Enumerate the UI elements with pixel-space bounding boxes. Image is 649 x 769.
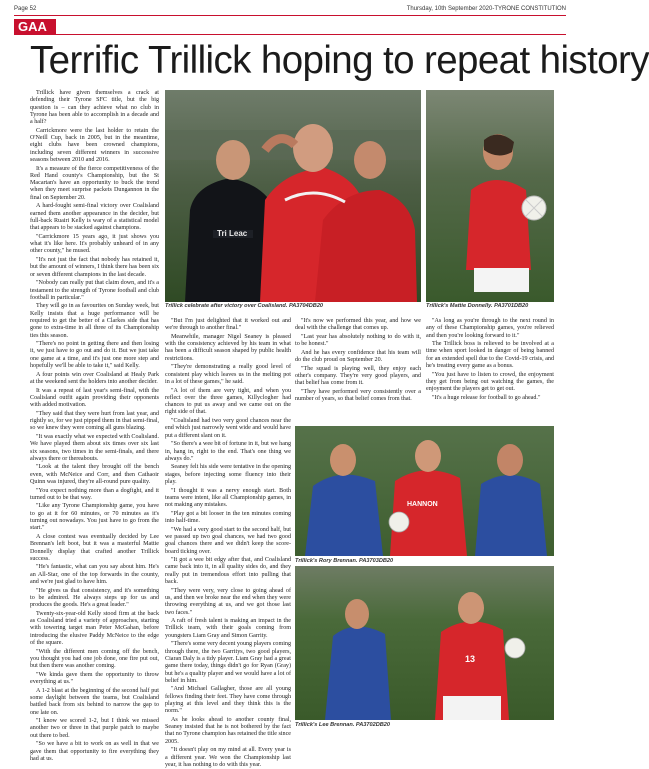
article-paragraph: "We kinda gave them the opportunity to throw everything at us." <box>30 671 159 686</box>
lee-shirt-number: 13 <box>465 654 476 664</box>
article-paragraph: "There's some very decent young players coming through there, the two Garritys, two good players, Ciaran Daly is a tidy player. Liam Gray had a great game there today, things didn't go for Ryan (Gray) but he's a quality player and we would have a lot of belief in him. <box>165 641 292 684</box>
article-paragraph: Twenty-six-year-old Kelly stood firm at the back as Coalisland tried a variety of approaches, starting with towering target man Peter McGahan, before introducing the elusive Paddy McNeice to the edge of the square. <box>30 610 159 647</box>
article-column-2 <box>165 318 292 768</box>
article-paragraph: "So there's a wee bit of fortune in it, but we hang in, hang in, right to the end. That's one thing we always do." <box>165 441 291 462</box>
article-paragraph: Carrickmore were the last holder to retain the O'Neill Cup, back in 2005, but in the meantime, eight clubs have been crowned champions, including seven different winners in successive seasons between 2010 and 2016. <box>30 127 159 163</box>
article-column-3 <box>295 318 421 424</box>
article-paragraph: Trillick have given themselves a crack at defending their Tyrone SFC title, but the big question is – can they achieve what no club in Tyrone has been able to accomplish in a decade and a half? <box>30 90 159 126</box>
article-paragraph: As he looks ahead to another county final, Seaney insisted that he is not bothered by the fact that no Tyrone champion has retained the title since 2005. <box>165 716 291 745</box>
header-rule <box>14 15 566 16</box>
page-number: Page 52 <box>14 6 37 12</box>
article-paragraph: "But I'm just delighted that it worked out and we're through to another final." <box>165 318 291 332</box>
article-paragraph: "You just have to listen to crowd, the enjoyment they get from being out watching the games, the enjoyment the players get to get out. <box>426 371 554 393</box>
article-paragraph: "And Michael Gallagher, those are all young fellows finding their feet. They have come through playing at this level and they think this is the norm." <box>165 686 291 715</box>
dateline: Thursday, 10th September 2020-TYRONE CONSTITUTION <box>406 6 566 12</box>
celebration-image <box>165 90 421 302</box>
article-paragraph: "The squad is playing well, they enjoy each other's company. They're very good players, and that belief has come from it. <box>295 365 421 387</box>
article-paragraph: "He's fantastic, what can you say about him. He's an All-Star, one of the top forwards in the county, and we're just glad to have him. <box>30 564 159 586</box>
article-paragraph: "As long as you're through to the next round in any of these Championship games, you're relieved and then you're looking forward to it." <box>426 318 554 339</box>
article-paragraph: "Last year has absolutely nothing to do with it, to be honest." <box>295 333 421 348</box>
article-paragraph: "With the different men coming off the bench, you thought you had one job done, one fire put out, but then there was another coming. <box>30 648 159 670</box>
article-column-4 <box>426 318 554 412</box>
headline: Terrific Trillick hoping to repeat history <box>30 39 649 82</box>
article-paragraph: "It was exactly what we expected with Coalisland. We have played them about six times over six last six seasons, two times in the semi-finals, and there always there or thereabouts. <box>30 433 159 462</box>
article-paragraph: Seaney felt his side were tentative in the opening stages, before injecting some fluency into their play. <box>165 464 291 486</box>
article-paragraph: Meanwhile, manager Nigel Seaney is pleased with the consistency achieved by his team in what has been a difficult season shaped by public health restrictions. <box>165 333 291 362</box>
article-paragraph: "They said that they were hurt from last year, and rightly so, for we just pipped them in that semi-final, so we knew they were coming all guns blazing. <box>30 410 159 432</box>
caption-celebration: Trillick celebrate after victory over Coalisland. PA3704DB20 <box>165 303 324 309</box>
article-paragraph: The Trillick boss is relieved to be involved at a time when sport looked in danger of being banned for an extended spell due to the Covid-19 crisis, and he's treating every game as a bonus. <box>426 341 554 370</box>
article-paragraph: "I know we scored 1-2, but I think we missed another two or three in that purple patch to maybe out there to bed. <box>30 718 159 739</box>
section-rule <box>56 34 566 35</box>
article-paragraph: A raft of fresh talent is making an impact in the Trillick team, with their goals coming from youngsters Liam Gray and Simon Garrity. <box>165 618 291 639</box>
article-paragraph: A close contest was eventually decided by Lee Brennan's left boot, but it was a masterful Mattie Donnelly display that crafted another Trillick success. <box>30 533 159 562</box>
photo-celebration <box>165 90 421 302</box>
lee-image <box>295 566 554 720</box>
photo-rory-brennan <box>295 426 554 556</box>
article-paragraph: And he has every confidence that his team will do the club proud on September 20. <box>295 349 421 364</box>
photo-mattie-donnelly <box>426 90 554 302</box>
article-paragraph: "They're demonstrating a really good level of consistent play which leaves us in the melting pot in a lot of these games," he said. <box>165 364 291 385</box>
caption-lee: Trillick's Lee Brennan. PA3702DB20 <box>295 722 391 728</box>
article-paragraph: "It doesn't play on my mind at all. Every year is a different year. We won the Championship last year, it has nothing to do with this year. <box>165 747 291 768</box>
article-paragraph: "There's no point in getting there and then losing it, we just have to go out and do it. But we just take one game at a time, and it's just one more step and hopefully we'll be able to take it," said Kelly. <box>30 341 159 370</box>
article-paragraph: "It's now we performed this year, and how we deal with the challenge that comes up. <box>295 318 421 332</box>
mattie-image <box>426 90 554 302</box>
shirt-sponsor-text: Tri Leac <box>217 229 248 238</box>
article-paragraph: "It's not just the fact that nobody has retained it, but the amount of winners, I think there has been six or seven different champions in the last decade. <box>30 257 159 278</box>
article-paragraph: "Play got a bit looser in the ten minutes coming into half-time. <box>165 510 291 525</box>
article-paragraph: "I thought it was a nervy enough start. Both teams were intent, like all Championship games, in not making any mistakes. <box>165 487 291 509</box>
section-tag: GAA <box>14 19 56 35</box>
caption-rory: Trillick's Rory Brennan. PA3703DB20 <box>295 558 394 564</box>
article-paragraph: "They have performed very consistently over a number of years, so that belief comes from that. <box>295 388 421 403</box>
article-paragraph: "Coalisland had two very good chances near the end which just narrowly went wide and would have put a different slant on it. <box>165 418 291 439</box>
article-paragraph: It's a measure of the fierce competitiveness of the Red Hand county's Championship, but the St Macartan's have an opportunity to buck the trend when they meet surprise packets Dungannon in the final on September 20. <box>30 165 159 201</box>
article-paragraph: "A lot of them are very tight, and when you reflect over the three games, Killyclogher had chances to put us away and we came out on the right side of that. <box>165 387 291 416</box>
article-paragraph: "We had a very good start to the second half, but we passed up two goal chances, we had two good goal chances there and we didn't keep the score-board ticking over. <box>165 526 291 555</box>
article-paragraph: "Like any Tyrone Championship game, you have to go at it for 60 minutes, or 70 minutes as it's turning out nowadays. You just have to go from the start." <box>30 503 159 532</box>
article-paragraph: It was a repeat of last year's semi-final, with the Coalisland outfit again providing their opponents with added motivation. <box>30 387 159 409</box>
article-paragraph: A four points win over Coalisland at Healy Park at the weekend sent the holders into another decider. <box>30 371 159 385</box>
article-paragraph: "So we have a bit to work on as well in that we gave them that opportunity to fire everything they had at us. <box>30 741 159 762</box>
article-paragraph: "Look at the talent they brought off the bench even, with McNeice and Corr, and then Cathaoir Quinn was injured, they're all-round pure quality. <box>30 464 159 485</box>
page-header <box>14 4 566 14</box>
caption-mattie: Trillick's Mattie Donnelly. PA3701DB20 <box>426 303 529 309</box>
article-paragraph: "Carrickmore 15 years ago, it just shows you what it's like here. It's probably unheard of in any other county," he mused. <box>30 233 159 255</box>
article-paragraph: "He gives us that consistency, and it's something to be admired. He always steps up for us and produces the goods. He's a great leader." <box>30 587 159 609</box>
article-paragraph: "Nobody can really put that claim down, and it's a testament to the strength of Tyrone football and club football in particular." <box>30 280 159 301</box>
article-paragraph: "You expect nothing more than a dogfight, and it turned out to be that way. <box>30 487 159 501</box>
rory-image <box>295 426 554 556</box>
rory-shirt-text: HANNON <box>407 501 438 508</box>
article-paragraph: A hard-fought semi-final victory over Coalisland earned them another appearance in the decider, but full-back Ruairi Kelly is wary of a statistical model that appears to be stacked against champions. <box>30 203 159 232</box>
article-paragraph: "It's a huge release for football to go ahead." <box>432 394 541 401</box>
article-column-1 <box>30 90 159 762</box>
article-paragraph: "It got a wee bit edgy after that, and Coalisland came back into it, in all quality sides do, and they really put in tremendous effort into pulling that back. <box>165 557 291 586</box>
article-paragraph: They will go in as favourites on Sunday week, but Kelly insists that a huge performance will be required to get the better of a Clarkes side that has gone to extra-time in all three of its Championship ties this season. <box>30 303 159 339</box>
article-paragraph: "They were very, very close to going ahead of us, and then we broke near the end when they were throwing everything at us, and we got those last two faces." <box>165 587 291 616</box>
photo-lee-brennan <box>295 566 554 720</box>
article-paragraph: A 1-2 blast at the beginning of the second half put some daylight between the teams, but Coalisland battled back from six behind to narrow the gap to one late on. <box>30 687 159 716</box>
